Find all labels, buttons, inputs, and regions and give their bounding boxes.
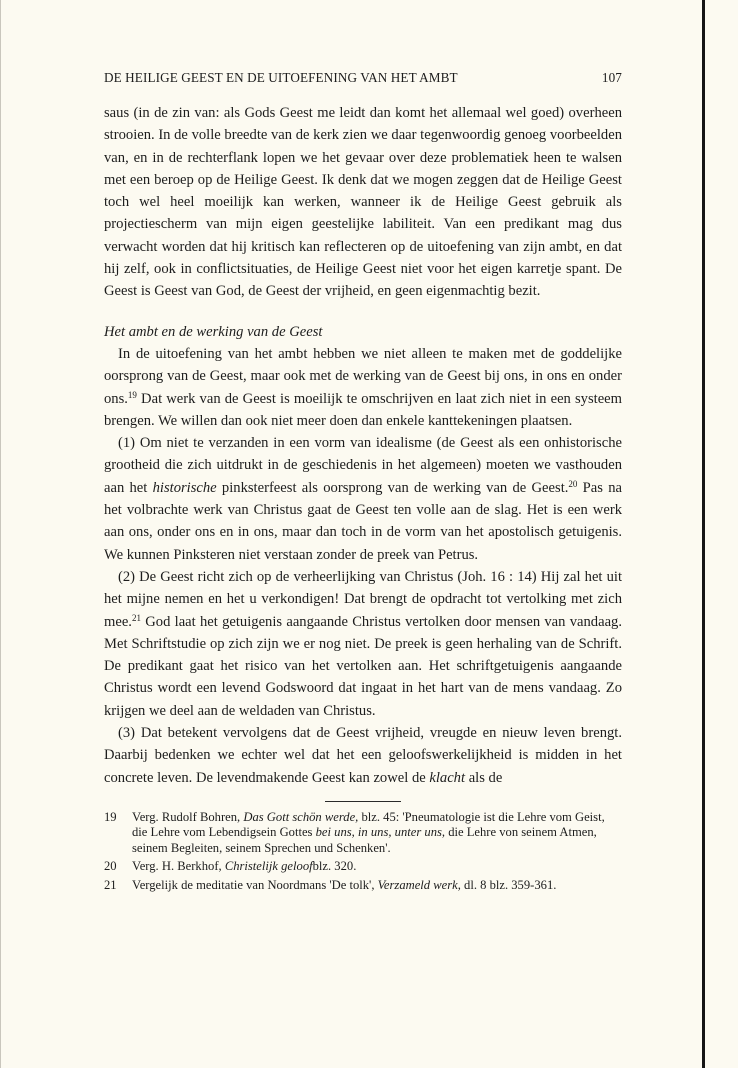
section-heading: Het ambt en de werking van de Geest	[104, 323, 323, 340]
paragraph-4	[104, 566, 622, 722]
footnote-number: 19	[104, 809, 117, 824]
emphasis-klacht: klacht	[429, 769, 466, 786]
paragraph-text: pinksterfeest als oorsprong van de werking van de Geest.	[216, 479, 569, 496]
page-left-edge	[0, 0, 1, 1068]
footnote-ref-20[interactable]: 20	[568, 478, 578, 489]
footnote-text-part: Verg. H. Berkhof,	[132, 859, 225, 874]
footnote-title-italic: Verzameld werk,	[377, 877, 461, 892]
footnote-number: 21	[104, 877, 117, 892]
paragraph-text: (2) De Geest richt zich op de verheerlijking van Christus (Joh. 16 : 14) Hij zal het uit het mijne nemen en het u verkondigen! Dat brengt de opdracht tot vertolking met zich mee.	[104, 568, 622, 630]
paragraph-text: (3) Dat betekent vervolgens dat de Geest vrijheid, vreugde en nieuw leven brengt. Daarbij bedenken we echter wel dat het een geloofswerkelijkheid is midden in het concrete leven. De levendmakende Geest kan zowel de	[104, 725, 622, 786]
running-title: DE HEILIGE GEEST EN DE UITOEFENING VAN HET AMBT	[104, 70, 458, 85]
footnote-text-part: die Lehre von seinem Atmen, seinem Begleiten, seinem Sprechen und Schenken'.	[132, 825, 597, 855]
paragraph-text: Dat werk van de Geest is moeilijk te omschrijven en laat zich niet in een systeem brengen. We willen dan ook niet meer doen dan enkele kanttekeningen plaatsen.	[104, 390, 622, 429]
paragraph-text: In de uitoefening van het ambt hebben we niet alleen te maken met de goddelijke oorsprong van de Geest, maar ook met de werking van de Geest bij ons, in ons en onder ons.	[104, 345, 622, 407]
footnote-ref-19[interactable]: 19	[127, 389, 137, 400]
footnote-text-part: Verg. Rudolf Bohren,	[132, 809, 244, 824]
footnote-text-part: Vergelijk de meditatie van Noordmans 'De tolk',	[132, 877, 378, 892]
paragraph-3	[104, 432, 622, 566]
footnote-title-italic: Christelijk geloof	[224, 859, 313, 874]
body-text	[104, 102, 622, 789]
paragraph-text: saus (in de zin van: als Gods Geest me leidt dan komt het allemaal wel goed) overheen strooien. In de volle breedte van de kerk zien we daar tegenwoordig genoeg voorbeelden van, en in de rechterflank lopen we het gevaar over deze problematiek heen te walsen met een beroep op de Heilige Geest. Ik denk dat we mogen zeggen dat de Heilige Geest toch wel heel moeilijk kan werken, wanneer ik de Heilige Geest gebruik als projectiescherm van mijn eigen geestelijke labiliteit. Van een predikant mag dus verwacht worden dat hij kritisch kan reflecteren op de uitoefening van zijn ambt, en dat hij zelf, ook in conflictsituaties, de Heilige Geest niet voor het eigen karretje spant. De Geest is Geest van God, de Geest der vrijheid, en geen eigenmachtig bezit.	[104, 105, 622, 300]
book-page	[104, 70, 622, 896]
footnote-text	[132, 810, 622, 857]
footnote-title-italic: Das Gott schön werde,	[243, 809, 359, 824]
paragraph-text: als de	[465, 769, 503, 786]
footnote-rule	[325, 801, 401, 802]
footnote-text	[132, 878, 622, 894]
paragraph-1	[104, 102, 622, 303]
footnote-text-part: dl. 8 blz. 359-361.	[460, 877, 557, 892]
footnote-20	[104, 859, 622, 875]
footnote-19	[104, 810, 622, 857]
footnote-21	[104, 878, 622, 894]
footnotes	[104, 810, 622, 894]
footnote-ref-21[interactable]: 21	[131, 612, 141, 623]
footnote-text-part: blz. 320.	[312, 859, 357, 874]
footnote-number: 20	[104, 859, 117, 874]
emphasis-historische: historische	[152, 479, 217, 496]
footnote-quote-italic: bei uns, in uns, unter uns,	[315, 825, 446, 840]
page-right-edge	[702, 0, 705, 1068]
paragraph-text: God laat het getuigenis aangaande Christus vertolken door mensen van vandaag. Met Schriftstudie op zich zijn we er nog niet. De preek is geen herhaling van de Schrift. De predikant gaat het risico van het vertolken aan. Het schriftgetuigenis aangaande Christus wordt een levend Godswoord dat ingaat in het hart van de mens vandaag. Zo krijgen we deel aan de weldaden van Christus.	[104, 613, 622, 719]
page-number: 107	[601, 70, 622, 85]
page-header	[104, 70, 622, 92]
paragraph-text: (1) Om niet te verzanden in een vorm van idealisme (de Geest als een onhistorische grootheid die zich uitdrukt in de geschiedenis in het algemeen) moeten we vasthouden aan het	[104, 435, 622, 496]
footnote-text-part: blz. 45: 'Pneumatologie ist die Lehre vom Geist, die Lehre vom Lebendigsein Gottes	[132, 809, 605, 840]
paragraph-text: Pas na het volbrachte werk van Christus gaat de Geest ten volle aan de slag. Het is een werk aan ons, onder ons en in ons, maar dan toch in de vorm van het apostolisch getuigenis. We kunnen Pinksteren niet verstaan zonder de preek van Petrus.	[104, 479, 622, 563]
paragraph-2	[104, 343, 622, 432]
paragraph-5	[104, 722, 622, 789]
footnote-text	[132, 859, 622, 875]
